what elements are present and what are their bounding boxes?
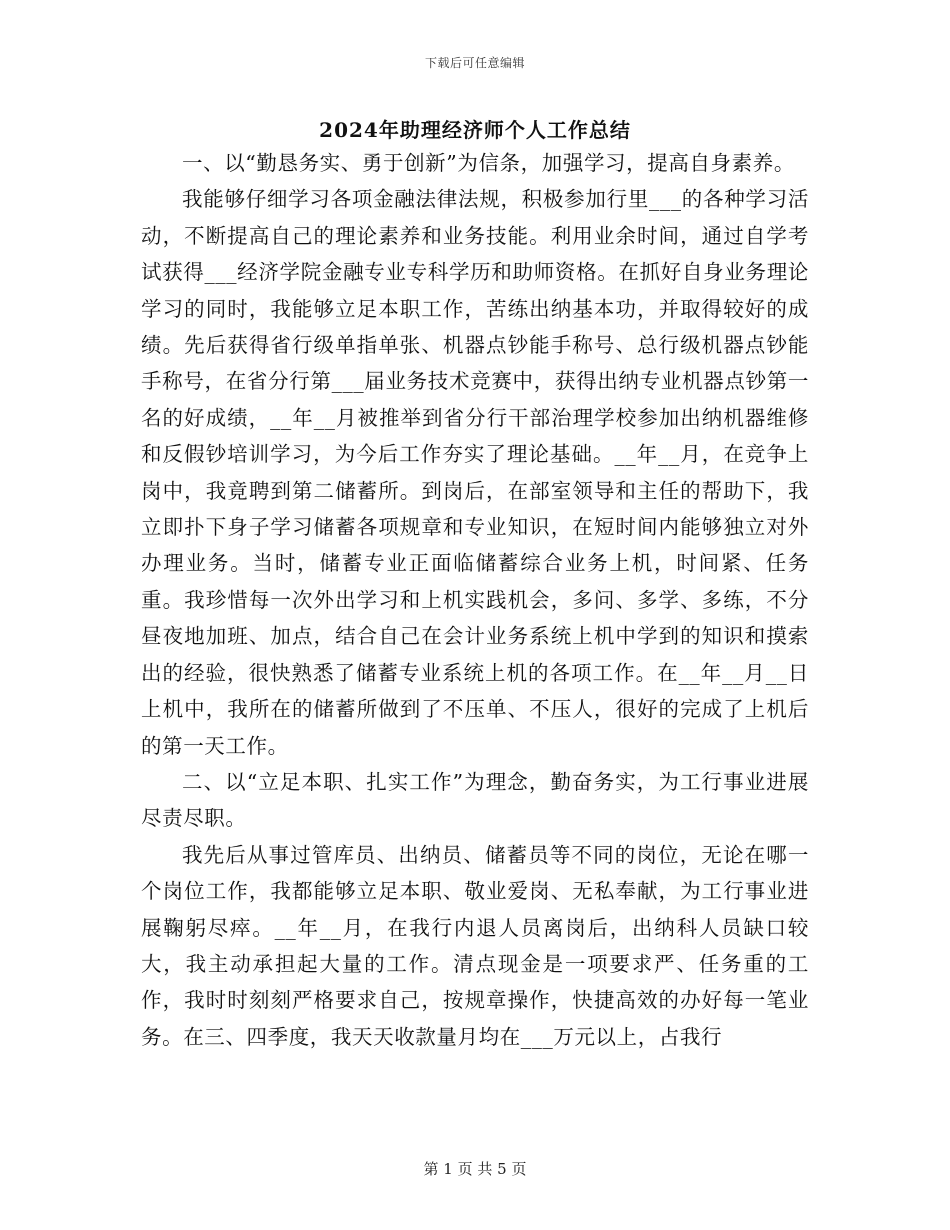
document-body (141, 145, 809, 1055)
paragraph-section-2-body: 我先后从事过管库员、出纳员、储蓄员等不同的岗位，无论在哪一个岗位工作，我都能够立足本职、敬业爱岗、无私奉献，为工行事业进展鞠躬尽瘁。__年__月，在我行内退人员离岗后，出纳科人员缺口较大，我主动承担起大量的工作。清点现金是一项要求严、任务重的工作，我时时刻刻严格要求自己，按规章操作，快捷高效的办好每一笔业务。在三、四季度，我天天收款量月均在___万元以上，占我行 (141, 842, 809, 1049)
document-title: 2024年助理经济师个人工作总结 (319, 118, 631, 142)
paragraph-section-2-heading: 二、以“立足本职、扎实工作”为理念，勤奋务实，为工行事业进展尽责尽职。 (141, 769, 809, 831)
page-number: 第 1 页 共 5 页 (423, 1160, 527, 1178)
header-note: 下载后可任意编辑 (424, 56, 525, 70)
paragraph-section-1-heading: 一、以“勤恳务实、勇于创新”为信条，加强学习，提高自身素养。 (182, 151, 795, 175)
paragraph-section-1-body: 我能够仔细学习各项金融法律法规，积极参加行里___的各种学习活动，不断提高自己的理论素养和业务技能。利用业余时间，通过自学考试获得___经济学院金融专业专科学历和助师资格。在抓好自身业务理论学习的同时，我能够立足本职工作，苦练出纳基本功，并取得较好的成绩。先后获得省行级单指单张、机器点钞能手称号、总行级机器点钞能手称号，在省分行第___届业务技术竞赛中，获得出纳专业机器点钞第一名的好成绩，__年__月被推举到省分行干部治理学校参加出纳机器维修和反假钞培训学习，为今后工作夯实了理论基础。__年__月，在竞争上岗中，我竟聘到第二储蓄所。到岗后，在部室领导和主任的帮助下，我立即扑下身子学习储蓄各项规章和专业知识，在短时间内能够独立对外办理业务。当时，储蓄专业正面临储蓄综合业务上机，时间紧、任务重。我珍惜每一次外出学习和上机实践机会，多问、多学、多练，不分昼夜地加班、加点，结合自己在会计业务系统上机中学到的知识和摸索出的经验，很快熟悉了储蓄专业系统上机的各项工作。在__年__月__日上机中，我所在的储蓄所做到了不压单、不压人，很好的完成了上机后的第一天工作。 (141, 187, 809, 758)
